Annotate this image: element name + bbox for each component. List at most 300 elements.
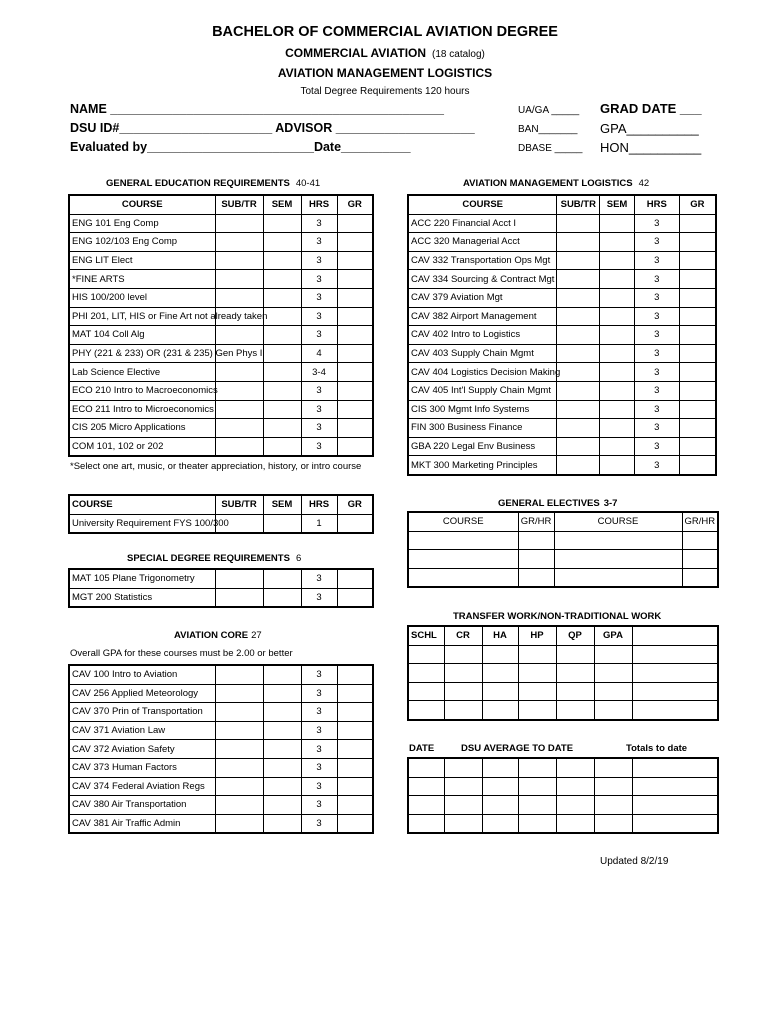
entry-cell[interactable] (408, 758, 444, 777)
sub-tr-cell[interactable] (215, 270, 263, 289)
core-heading (174, 630, 262, 641)
gen-ed-hours: 40-41 (295, 178, 321, 189)
course-name: COM 101, 102 or 202 (69, 437, 215, 456)
grade-cell[interactable] (337, 307, 373, 326)
sub-tr-cell[interactable] (557, 363, 600, 382)
entry-cell[interactable] (408, 682, 444, 701)
grade-cell[interactable] (679, 363, 716, 382)
hours-cell: 3 (634, 214, 679, 233)
course-name: *FINE ARTS (69, 270, 215, 289)
program-name: COMMERCIAL AVIATION (285, 46, 427, 60)
column-gr: GR (679, 195, 716, 214)
course-name: CIS 300 Mgmt Info Systems (408, 400, 557, 419)
column-gpa: GPA (594, 626, 632, 645)
sem-cell[interactable] (263, 307, 301, 326)
sem-cell[interactable] (263, 665, 301, 684)
sem-cell[interactable] (263, 721, 301, 740)
average-table (407, 757, 719, 834)
grade-cell[interactable] (337, 665, 373, 684)
course-name: MKT 300 Marketing Principles (408, 456, 557, 475)
elective-grade-cell[interactable] (518, 550, 554, 569)
entry-cell[interactable] (594, 777, 632, 796)
course-name: CAV 404 Logistics Decision Making (408, 363, 557, 382)
grade-cell[interactable] (679, 456, 716, 475)
grade-cell[interactable] (679, 326, 716, 345)
entry-cell[interactable] (408, 701, 444, 720)
course-name: CAV 380 Air Transportation (69, 796, 215, 815)
grade-cell[interactable] (337, 251, 373, 270)
sem-cell[interactable] (263, 758, 301, 777)
elective-grade-cell[interactable] (518, 531, 554, 550)
electives-table (407, 511, 719, 588)
sub-tr-cell[interactable] (215, 684, 263, 703)
entry-cell[interactable] (632, 664, 718, 683)
column-ha: HA (482, 626, 518, 645)
sem-cell[interactable] (600, 251, 635, 270)
column-sub-tr: SUB/TR (215, 495, 263, 514)
sem-cell[interactable] (263, 251, 301, 270)
sub-tr-cell[interactable] (215, 665, 263, 684)
sem-cell[interactable] (263, 777, 301, 796)
aml-table (407, 194, 717, 476)
table-row (69, 437, 373, 456)
sem-cell[interactable] (600, 270, 635, 289)
table-row (69, 740, 373, 759)
entry-cell[interactable] (444, 796, 482, 815)
table-row (408, 381, 716, 400)
sub-tr-cell[interactable] (215, 419, 263, 438)
program-title (0, 46, 770, 60)
entry-cell[interactable] (594, 796, 632, 815)
table-row (69, 251, 373, 270)
sem-cell[interactable] (263, 233, 301, 252)
core-table (68, 664, 374, 834)
grade-cell[interactable] (679, 270, 716, 289)
entry-cell[interactable] (632, 796, 718, 815)
grade-cell[interactable] (679, 344, 716, 363)
grade-cell[interactable] (337, 214, 373, 233)
univ-req-table (68, 494, 374, 534)
elective-row (408, 550, 718, 569)
entry-cell[interactable] (408, 814, 444, 833)
entry-cell[interactable] (518, 682, 556, 701)
entry-cell[interactable] (518, 796, 556, 815)
sem-cell[interactable] (263, 814, 301, 833)
table-row (69, 419, 373, 438)
table-row (69, 400, 373, 419)
grade-cell[interactable] (679, 437, 716, 456)
table-row (69, 569, 373, 588)
sem-cell[interactable] (263, 214, 301, 233)
entry-cell[interactable] (594, 758, 632, 777)
column-hrs: HRS (301, 195, 337, 214)
hours-cell: 3 (301, 307, 337, 326)
entry-cell[interactable] (482, 664, 518, 683)
grade-cell[interactable] (679, 381, 716, 400)
grade-cell[interactable] (679, 214, 716, 233)
table-header-row (408, 195, 716, 214)
hours-cell: 3 (634, 344, 679, 363)
grade-cell[interactable] (679, 400, 716, 419)
sub-tr-cell[interactable] (557, 437, 600, 456)
dbase-field[interactable]: DBASE _____ (518, 143, 583, 154)
table-row (69, 344, 373, 363)
grade-cell[interactable] (337, 514, 373, 533)
aml-hours: 42 (638, 178, 650, 189)
column-course: COURSE (69, 195, 215, 214)
table-row (69, 288, 373, 307)
table-header-row (69, 495, 373, 514)
average-row (408, 777, 718, 796)
entry-cell[interactable] (444, 645, 482, 664)
grade-cell[interactable] (679, 288, 716, 307)
entry-cell[interactable] (444, 701, 482, 720)
sub-tr-cell[interactable] (215, 363, 263, 382)
course-name: CAV 403 Supply Chain Mgmt (408, 344, 557, 363)
sub-tr-cell[interactable] (215, 569, 263, 588)
sub-tr-cell[interactable] (557, 214, 600, 233)
grade-cell[interactable] (679, 307, 716, 326)
course-name: PHI 201, LIT, HIS or Fine Art not already taken (69, 307, 215, 326)
grade-cell[interactable] (337, 777, 373, 796)
evaluated-by-field[interactable]: Evaluated by________________________Date__________ (70, 140, 411, 154)
core-hours: 27 (251, 630, 262, 641)
sem-cell[interactable] (263, 419, 301, 438)
hours-cell: 3 (301, 569, 337, 588)
table-row (408, 233, 716, 252)
entry-cell[interactable] (632, 645, 718, 664)
sub-tr-cell[interactable] (215, 588, 263, 607)
sem-cell[interactable] (600, 307, 635, 326)
transfer-row (408, 701, 718, 720)
column-sem: SEM (263, 495, 301, 514)
transfer-row (408, 645, 718, 664)
grade-cell[interactable] (679, 233, 716, 252)
sub-tr-cell[interactable] (215, 326, 263, 345)
column-course-2: COURSE (554, 512, 682, 531)
course-name: CAV 100 Intro to Aviation (69, 665, 215, 684)
sub-tr-cell[interactable] (215, 777, 263, 796)
entry-cell[interactable] (408, 777, 444, 796)
hours-cell: 3 (301, 588, 337, 607)
gpa-field[interactable]: GPA__________ (600, 121, 699, 136)
sub-tr-cell[interactable] (215, 721, 263, 740)
entry-cell[interactable] (408, 664, 444, 683)
column-sub-tr: SUB/TR (557, 195, 600, 214)
sub-tr-cell[interactable] (557, 344, 600, 363)
sub-tr-cell[interactable] (215, 703, 263, 722)
table-row (69, 777, 373, 796)
sub-tr-cell[interactable] (557, 381, 600, 400)
sem-cell[interactable] (600, 288, 635, 307)
grade-cell[interactable] (337, 569, 373, 588)
course-name: ECO 211 Intro to Microeconomics (69, 400, 215, 419)
hours-cell: 3 (634, 251, 679, 270)
entry-cell[interactable] (594, 682, 632, 701)
entry-cell[interactable] (632, 682, 718, 701)
hours-cell: 3 (301, 758, 337, 777)
entry-cell[interactable] (594, 664, 632, 683)
sem-cell[interactable] (600, 214, 635, 233)
grade-cell[interactable] (337, 703, 373, 722)
sem-cell[interactable] (600, 381, 635, 400)
grade-cell[interactable] (337, 814, 373, 833)
entry-cell[interactable] (408, 796, 444, 815)
sem-cell[interactable] (263, 326, 301, 345)
entry-cell[interactable] (444, 682, 482, 701)
entry-cell[interactable] (518, 777, 556, 796)
entry-cell[interactable] (594, 814, 632, 833)
hon-field[interactable]: HON__________ (600, 140, 702, 155)
sem-cell[interactable] (263, 796, 301, 815)
gen-ed-table (68, 194, 374, 457)
entry-cell[interactable] (632, 701, 718, 720)
entry-cell[interactable] (482, 645, 518, 664)
sem-cell[interactable] (263, 703, 301, 722)
hours-cell: 3 (634, 270, 679, 289)
sub-tr-cell[interactable] (557, 326, 600, 345)
hours-cell: 3 (634, 381, 679, 400)
sem-cell[interactable] (600, 363, 635, 382)
entry-cell[interactable] (518, 701, 556, 720)
sub-tr-cell[interactable] (557, 288, 600, 307)
table-row (69, 703, 373, 722)
table-row (69, 588, 373, 607)
hours-cell: 3 (301, 684, 337, 703)
sem-cell[interactable] (600, 419, 635, 438)
hours-cell: 3 (301, 796, 337, 815)
sem-cell[interactable] (600, 400, 635, 419)
grade-cell[interactable] (337, 288, 373, 307)
elective-grade-cell-2[interactable] (682, 568, 718, 587)
course-name: HIS 100/200 level (69, 288, 215, 307)
entry-cell[interactable] (444, 814, 482, 833)
sub-tr-cell[interactable] (215, 381, 263, 400)
dsu-id-advisor-field[interactable]: DSU ID#______________________ ADVISOR ____________________ (70, 121, 475, 135)
sub-tr-cell[interactable] (557, 456, 600, 475)
gen-ed-title: GENERAL EDUCATION REQUIREMENTS (106, 178, 290, 189)
name-field[interactable]: NAME ________________________________________________ (70, 102, 444, 116)
sem-cell[interactable] (263, 270, 301, 289)
sub-tr-cell[interactable] (215, 214, 263, 233)
ban-field[interactable]: BAN_______ (518, 124, 578, 135)
entry-cell[interactable] (556, 777, 594, 796)
elective-course-cell-2[interactable] (554, 531, 682, 550)
course-name: MGT 200 Statistics (69, 588, 215, 607)
elective-course-cell-2[interactable] (554, 550, 682, 569)
entry-cell[interactable] (556, 645, 594, 664)
course-name: CAV 332 Transportation Ops Mgt (408, 251, 557, 270)
elective-course-cell[interactable] (408, 568, 518, 587)
sem-cell[interactable] (263, 381, 301, 400)
entry-cell[interactable] (594, 701, 632, 720)
column-gr: GR (337, 195, 373, 214)
entry-cell[interactable] (482, 682, 518, 701)
course-name: MAT 104 Coll Alg (69, 326, 215, 345)
updated-date: Updated 8/2/19 (600, 856, 669, 867)
column-gr-hr-2: GR/HR (682, 512, 718, 531)
grade-cell[interactable] (337, 437, 373, 456)
sem-cell[interactable] (263, 344, 301, 363)
elective-grade-cell[interactable] (518, 568, 554, 587)
table-header-row (408, 512, 718, 531)
grade-cell[interactable] (337, 684, 373, 703)
entry-cell[interactable] (632, 777, 718, 796)
column-schl: SCHL (408, 626, 444, 645)
grade-cell[interactable] (337, 400, 373, 419)
sub-tr-cell[interactable] (557, 251, 600, 270)
course-name: ENG 101 Eng Comp (69, 214, 215, 233)
elective-grade-cell-2[interactable] (682, 531, 718, 550)
sub-tr-cell[interactable] (215, 796, 263, 815)
sub-tr-cell[interactable] (215, 814, 263, 833)
grad-date-field[interactable]: GRAD DATE ___ (600, 101, 702, 116)
entry-cell[interactable] (556, 664, 594, 683)
entry-cell[interactable] (444, 664, 482, 683)
sem-cell[interactable] (263, 400, 301, 419)
entry-cell[interactable] (632, 814, 718, 833)
sem-cell[interactable] (263, 514, 301, 533)
column-gr: GR (337, 495, 373, 514)
table-row (69, 233, 373, 252)
sub-tr-cell[interactable] (215, 740, 263, 759)
hours-cell: 3 (301, 665, 337, 684)
table-row (69, 758, 373, 777)
sem-cell[interactable] (600, 344, 635, 363)
grade-cell[interactable] (679, 251, 716, 270)
entry-cell[interactable] (556, 814, 594, 833)
sub-tr-cell[interactable] (557, 233, 600, 252)
sub-tr-cell[interactable] (557, 400, 600, 419)
course-name: ENG 102/103 Eng Comp (69, 233, 215, 252)
grade-cell[interactable] (337, 588, 373, 607)
sem-cell[interactable] (600, 456, 635, 475)
aml-title: AVIATION MANAGEMENT LOGISTICS (463, 178, 633, 189)
sub-tr-cell[interactable] (557, 307, 600, 326)
sub-tr-cell[interactable] (215, 758, 263, 777)
sub-tr-cell[interactable] (215, 251, 263, 270)
table-row (408, 437, 716, 456)
table-row (69, 796, 373, 815)
form-title: BACHELOR OF COMMERCIAL AVIATION DEGREE (212, 24, 558, 40)
elective-course-cell-2[interactable] (554, 568, 682, 587)
sem-cell[interactable] (600, 437, 635, 456)
entry-cell[interactable] (444, 758, 482, 777)
course-name: CAV 372 Aviation Safety (69, 740, 215, 759)
table-header-row (69, 195, 373, 214)
entry-cell[interactable] (408, 645, 444, 664)
entry-cell[interactable] (482, 758, 518, 777)
sem-cell[interactable] (600, 233, 635, 252)
grade-cell[interactable] (337, 326, 373, 345)
entry-cell[interactable] (556, 682, 594, 701)
entry-cell[interactable] (482, 777, 518, 796)
grade-cell[interactable] (337, 740, 373, 759)
course-name: University Requirement FYS 100/300 (69, 514, 215, 533)
elective-course-cell[interactable] (408, 531, 518, 550)
entry-cell[interactable] (444, 777, 482, 796)
sub-tr-cell[interactable] (215, 437, 263, 456)
sub-tr-cell[interactable] (557, 419, 600, 438)
hours-cell: 3 (301, 251, 337, 270)
grade-cell[interactable] (337, 344, 373, 363)
table-row (408, 344, 716, 363)
sem-cell[interactable] (263, 588, 301, 607)
table-row (408, 456, 716, 475)
hours-cell: 3 (301, 703, 337, 722)
course-name: CAV 334 Sourcing & Contract Mgt (408, 270, 557, 289)
hours-cell: 3 (301, 437, 337, 456)
grade-cell[interactable] (337, 419, 373, 438)
sem-cell[interactable] (263, 569, 301, 588)
entry-cell[interactable] (482, 814, 518, 833)
column-sem: SEM (263, 195, 301, 214)
special-hours: 6 (295, 553, 302, 564)
sem-cell[interactable] (263, 740, 301, 759)
course-name: CAV 405 Int'l Supply Chain Mgmt (408, 381, 557, 400)
elective-course-cell[interactable] (408, 550, 518, 569)
sem-cell[interactable] (263, 363, 301, 382)
grade-cell[interactable] (337, 381, 373, 400)
sub-tr-cell[interactable] (215, 233, 263, 252)
gen-ed-note: *Select one art, music, or theater appreciation, history, or intro course (70, 461, 362, 472)
entry-cell[interactable] (482, 796, 518, 815)
electives-heading (498, 498, 617, 509)
course-name: FIN 300 Business Finance (408, 419, 557, 438)
table-row (69, 363, 373, 382)
uaga-field[interactable]: UA/GA _____ (518, 105, 580, 116)
sub-tr-cell[interactable] (557, 270, 600, 289)
hours-cell: 3 (301, 400, 337, 419)
entry-cell[interactable] (518, 645, 556, 664)
sem-cell[interactable] (263, 684, 301, 703)
entry-cell[interactable] (482, 701, 518, 720)
sem-cell[interactable] (263, 288, 301, 307)
entry-cell[interactable] (594, 645, 632, 664)
grade-cell[interactable] (337, 270, 373, 289)
gen-ed-heading (106, 178, 320, 189)
entry-cell[interactable] (556, 701, 594, 720)
entry-cell[interactable] (556, 758, 594, 777)
grade-cell[interactable] (337, 721, 373, 740)
sem-cell[interactable] (263, 437, 301, 456)
hours-cell: 3 (301, 326, 337, 345)
entry-cell[interactable] (632, 758, 718, 777)
entry-cell[interactable] (556, 796, 594, 815)
entry-cell[interactable] (518, 664, 556, 683)
sub-tr-cell[interactable] (215, 400, 263, 419)
grade-cell[interactable] (337, 796, 373, 815)
grade-cell[interactable] (337, 758, 373, 777)
hours-cell: 1 (301, 514, 337, 533)
sub-tr-cell[interactable] (215, 288, 263, 307)
column-cr: CR (444, 626, 482, 645)
table-row (69, 665, 373, 684)
grade-cell[interactable] (679, 419, 716, 438)
core-note: Overall GPA for these courses must be 2.00 or better (70, 648, 293, 659)
grade-cell[interactable] (337, 363, 373, 382)
sem-cell[interactable] (600, 326, 635, 345)
course-name: CAV 381 Air Traffic Admin (69, 814, 215, 833)
entry-cell[interactable] (518, 758, 556, 777)
course-name: ENG LIT Elect (69, 251, 215, 270)
elective-grade-cell-2[interactable] (682, 550, 718, 569)
grade-cell[interactable] (337, 233, 373, 252)
entry-cell[interactable] (518, 814, 556, 833)
electives-title: GENERAL ELECTIVES (498, 498, 600, 509)
average-row (408, 758, 718, 777)
course-name: ACC 320 Managerial Acct (408, 233, 557, 252)
